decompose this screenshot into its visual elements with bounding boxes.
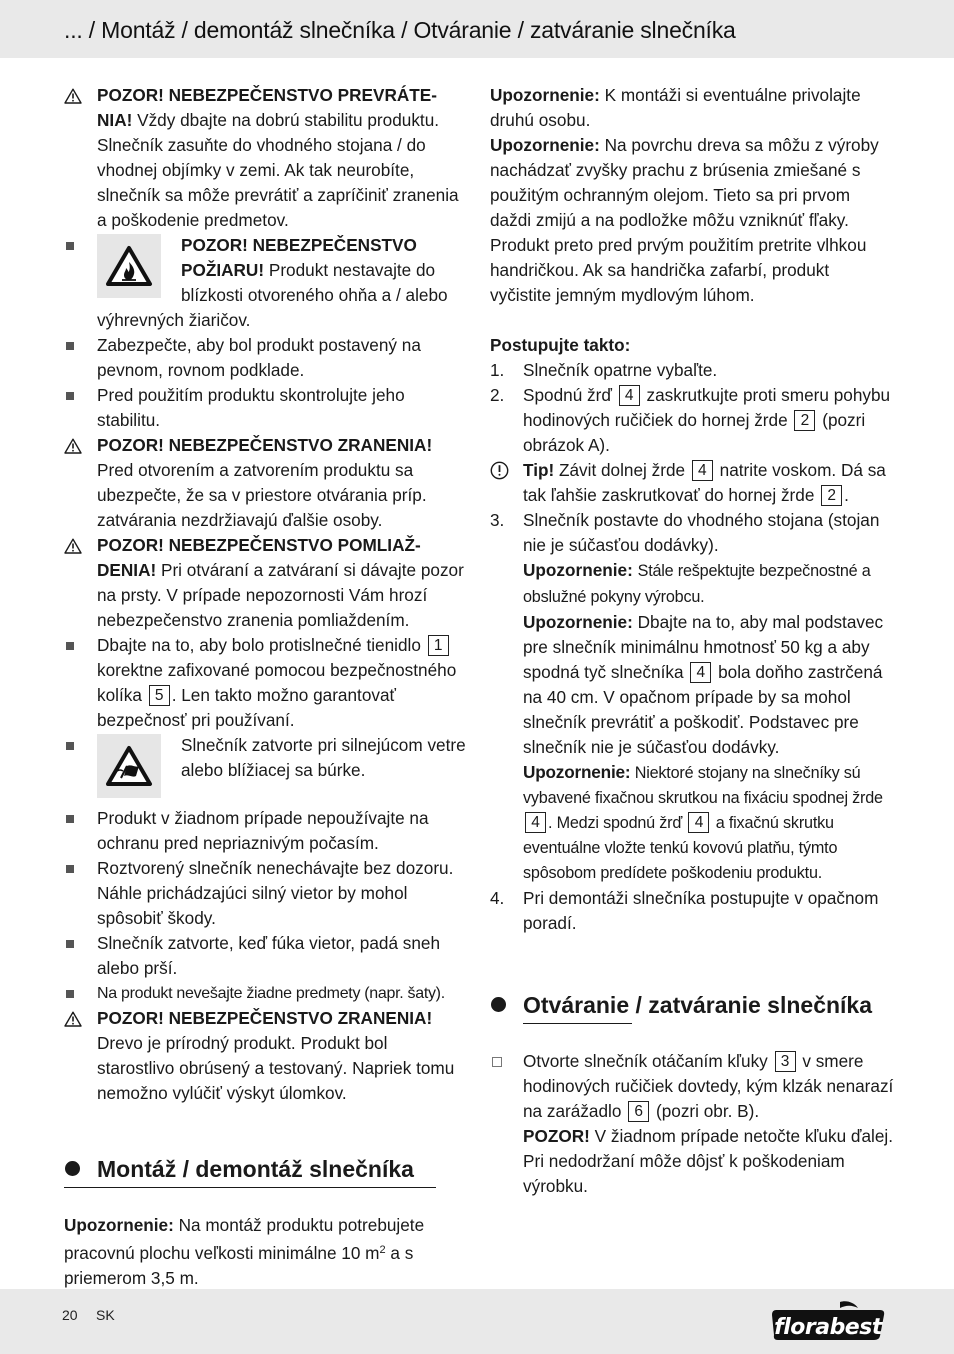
step-note	[523, 760, 894, 886]
note-wood-dust	[490, 133, 894, 308]
list-item-text: Zabezpečte, aby bol produkt postavený na pevnom, rovnom podklade.	[97, 335, 421, 380]
step	[490, 508, 894, 886]
text-part: zaskrutkujte proti smeru pohybu hodinových ručičiek do hornej žrde	[523, 385, 891, 430]
page-title: ... / Montáž / demontáž slnečníka / Otváranie / zatváranie slnečníka	[64, 17, 736, 43]
warning-text: Produkt nestavajte do blízkosti otvoreného ohňa a / alebo výhrevných žiaričov.	[97, 260, 448, 330]
note-text: Na montáž produktu potrebujete pracovnú plochu veľkosti minimálne 10 m	[64, 1215, 425, 1263]
bullet-dot-icon	[491, 997, 506, 1012]
caution-label: POZOR!	[523, 1126, 590, 1146]
bullet-dot-icon	[65, 1161, 80, 1176]
text-part: Spodnú žrď	[523, 385, 612, 405]
text-part: Dbajte na to, aby mal podstavec pre slnečník minimálnu hmotnosť 50 kg a aby spodná tyč slnečníka	[523, 612, 884, 682]
text-part: bola doňho zastrčená na 40 cm. V opačnom prípade by sa mohol slnečník prevrátiť a poškodiť. Podstavec pre slnečník nie je súčasťou dodávky.	[523, 662, 883, 757]
note-label: Upozornenie:	[523, 762, 631, 782]
text-part: Dbajte na to, aby bolo protislnečné tienidlo	[97, 635, 421, 655]
text-part: .	[844, 485, 849, 505]
list-item-text: Na produkt nevešajte žiadne predmety (napr. šaty).	[97, 985, 445, 1002]
language-code: SK	[96, 1307, 115, 1323]
warning-heading: POZOR! NEBEZPEČENSTVO PREVRÁTE-NIA!	[97, 85, 437, 130]
part-number-badge: 3	[775, 1051, 796, 1072]
step	[490, 383, 894, 458]
bullet	[64, 383, 84, 408]
page-footer	[0, 1289, 954, 1354]
note-label: Upozornenie:	[64, 1215, 174, 1235]
section-title-text: Otváranie / zatváranie slnečníka	[523, 992, 873, 1018]
warning-triangle-icon	[64, 533, 84, 558]
note-label: Upozornenie:	[523, 560, 633, 580]
part-number-badge: 4	[692, 460, 713, 481]
left-column	[64, 83, 466, 1291]
text-part: . Len takto možno garantovať bezpečnosť pri používaní.	[97, 685, 396, 730]
bullet	[64, 333, 84, 358]
part-number-badge: 5	[149, 685, 170, 706]
note-text: a s priemerom 3,5 m.	[64, 1243, 414, 1288]
right-column	[490, 83, 894, 1199]
list-item	[64, 633, 466, 733]
warning-heading: POZOR! NEBEZPEČENSTVO POŽIARU!	[181, 235, 417, 280]
tip-label: Tip!	[523, 460, 555, 480]
section-title-text: Montáž / demontáž slnečníka	[97, 1156, 414, 1182]
text-part: korektne zafixované pomocou bezpečnostného kolíka	[97, 660, 457, 705]
step-number: 1.	[490, 360, 505, 380]
procedure-title	[490, 333, 894, 358]
warning-wood	[64, 1006, 466, 1106]
bullet	[64, 931, 84, 956]
page-header	[0, 0, 954, 58]
section-heading-assembly	[64, 1156, 466, 1182]
step-number: 2.	[490, 385, 505, 405]
part-number-badge: 1	[428, 635, 449, 656]
list-item-text: Pred použitím produktu skontrolujte jeho stabilitu.	[97, 385, 405, 430]
warning-tip-over	[64, 83, 466, 233]
action-checkbox-icon	[490, 1049, 510, 1074]
list-item	[64, 856, 466, 931]
warning-wind	[64, 733, 466, 800]
text-part: natrite voskom. Dá sa tak ľahšie zaskrutkovať do hornej žrde	[523, 460, 886, 505]
wind-text: Slnečník zatvorte pri silnejúcom vetre alebo blížiacej sa búrke.	[181, 735, 466, 780]
warning-triangle-icon	[64, 433, 84, 458]
warning-triangle-icon	[64, 83, 84, 108]
bullet	[64, 856, 84, 881]
bullet	[64, 733, 84, 758]
warning-heading: POZOR! NEBEZPEČENSTVO ZRANENIA!	[97, 1008, 433, 1028]
text-part: v smere hodinových ručičiek dovtedy, kým klzák nenarazí na zarážadlo	[523, 1051, 894, 1121]
step-number: 4.	[490, 888, 505, 908]
warning-heading: POZOR! NEBEZPEČENSTVO ZRANENIA!	[97, 435, 433, 455]
bullet	[64, 981, 84, 1006]
text-part: a fixačnú skrutku eventuálne vložte tenkú kovovú platňu, týmto spôsobom predídete poškodeniu produktu.	[523, 814, 838, 882]
tip	[490, 458, 894, 508]
step-text: Pri demontáži slnečníka postupujte v opačnom poradí.	[523, 888, 879, 933]
note-text: Na povrchu dreva sa môžu z výroby nachádzať zvyšky prachu z brúsenia zmiešané s použitým ochranným olejom. Tieto sa pri prvom daždi zmijú a na podložke môžu vzniknúť fľaky. Produkt preto pred prvým použitím pretrite vlhkou handričkou. Ak sa handrička zafarbí, produkt vyčistite jemným mydlovým lúhom.	[490, 135, 879, 305]
bullet	[64, 806, 84, 831]
list-item-text: Produkt v žiadnom prípade nepoužívajte na ochranu pred nepriaznivým počasím.	[97, 808, 429, 853]
text-part: . Medzi spodnú žrď	[548, 814, 683, 832]
bullet	[64, 633, 84, 658]
warning-injury	[64, 433, 466, 533]
step-number: 3.	[490, 510, 505, 530]
procedure-title-text: Postupujte takto:	[490, 335, 631, 355]
list-item-text: Slnečník zatvorte, keď fúka vietor, padá sneh alebo prší.	[97, 933, 441, 978]
wind-hazard-icon	[97, 734, 161, 798]
part-number-badge: 4	[525, 812, 546, 833]
list-item	[64, 931, 466, 981]
text-part: Niektoré stojany na slnečníky sú vybavené fixačnou skrutkou na fixáciu spodnej žrde	[523, 764, 883, 807]
part-number-badge: 4	[690, 662, 711, 683]
page-number: 20	[62, 1307, 78, 1323]
note-label: Upozornenie:	[523, 612, 633, 632]
step-text: Slnečník postavte do vhodného stojana (stojan nie je súčasťou dodávky).	[523, 510, 880, 555]
fire-hazard-icon	[97, 234, 161, 298]
action-step	[490, 1049, 894, 1199]
list-item	[64, 383, 466, 433]
text-part: (pozri obrázok A).	[523, 410, 866, 455]
part-number-badge: 2	[821, 485, 842, 506]
step-text: Slnečník opatrne vybaľte.	[523, 360, 718, 380]
part-number-badge: 4	[688, 812, 709, 833]
warning-heading: POZOR! NEBEZPEČENSTVO POMLIAŽ-DENIA!	[97, 535, 421, 580]
warning-fire	[64, 233, 466, 333]
caution-note	[523, 1124, 894, 1199]
warning-text: Pri otváraní a zatváraní si dávajte pozor na prsty. V prípade nepozornosti Vám hrozí nebezpečenstvo zranenia pomliaždením.	[97, 560, 464, 630]
list-item-text: Roztvorený slnečník nenechávajte bez dozoru. Náhle prichádzajúci silný vietor by mohol spôsobiť škody.	[97, 858, 454, 928]
list-item	[64, 806, 466, 856]
warning-text: Drevo je prírodný produkt. Produkt bol starostlivo obrúsený a testovaný. Napriek tomu nemožno vylúčiť výskyt úlomkov.	[97, 1033, 455, 1103]
step-note	[523, 610, 894, 760]
step-note	[523, 558, 894, 610]
superscript: 2	[379, 1244, 386, 1256]
section-heading-opening	[490, 992, 894, 1018]
text-part: (pozri obr. B).	[655, 1101, 760, 1121]
caution-text: V žiadnom prípade netočte kľuku ďalej. Pri nedodržaní môže dôjsť k poškodeniam výrobku.	[523, 1126, 894, 1196]
svg-text:florabest: florabest	[774, 1315, 882, 1340]
text-part: Závit dolnej žrde	[558, 460, 686, 480]
list-item	[64, 981, 466, 1006]
step	[490, 358, 894, 383]
step	[490, 886, 894, 936]
note-text: K montáži si eventuálne privolajte druhú osobu.	[490, 85, 861, 130]
note-label: Upozornenie:	[490, 135, 600, 155]
assembly-note	[64, 1213, 466, 1291]
note-helper	[490, 83, 894, 133]
warning-text: Vždy dbajte na dobrú stabilitu produktu. Slnečník zasuňte do vhodného stojana / do vhodnej objímky v zemi. Ak tak neurobíte, slnečník sa môže prevrátiť a zapríčiniť zranenia a poškodenie predmetov.	[97, 110, 459, 230]
bullet	[64, 233, 84, 258]
text-part: Otvorte slnečník otáčaním kľuky	[523, 1051, 768, 1071]
list-item	[64, 333, 466, 383]
warning-triangle-icon	[64, 1006, 84, 1031]
tip-exclamation-icon	[490, 461, 509, 480]
florabest-logo	[770, 1300, 888, 1342]
note-text: Stále rešpektujte bezpečnostné a obslužné pokyny výrobcu.	[523, 562, 871, 606]
part-number-badge: 2	[794, 410, 815, 431]
warning-text: Pred otvorením a zatvorením produktu sa ubezpečte, že sa v priestore otvárania príp. zatvárania nezdržiavajú ďalšie osoby.	[97, 460, 427, 530]
part-number-badge: 6	[628, 1101, 649, 1122]
part-number-badge: 4	[619, 385, 640, 406]
note-label: Upozornenie:	[490, 85, 600, 105]
warning-crushing	[64, 533, 466, 633]
